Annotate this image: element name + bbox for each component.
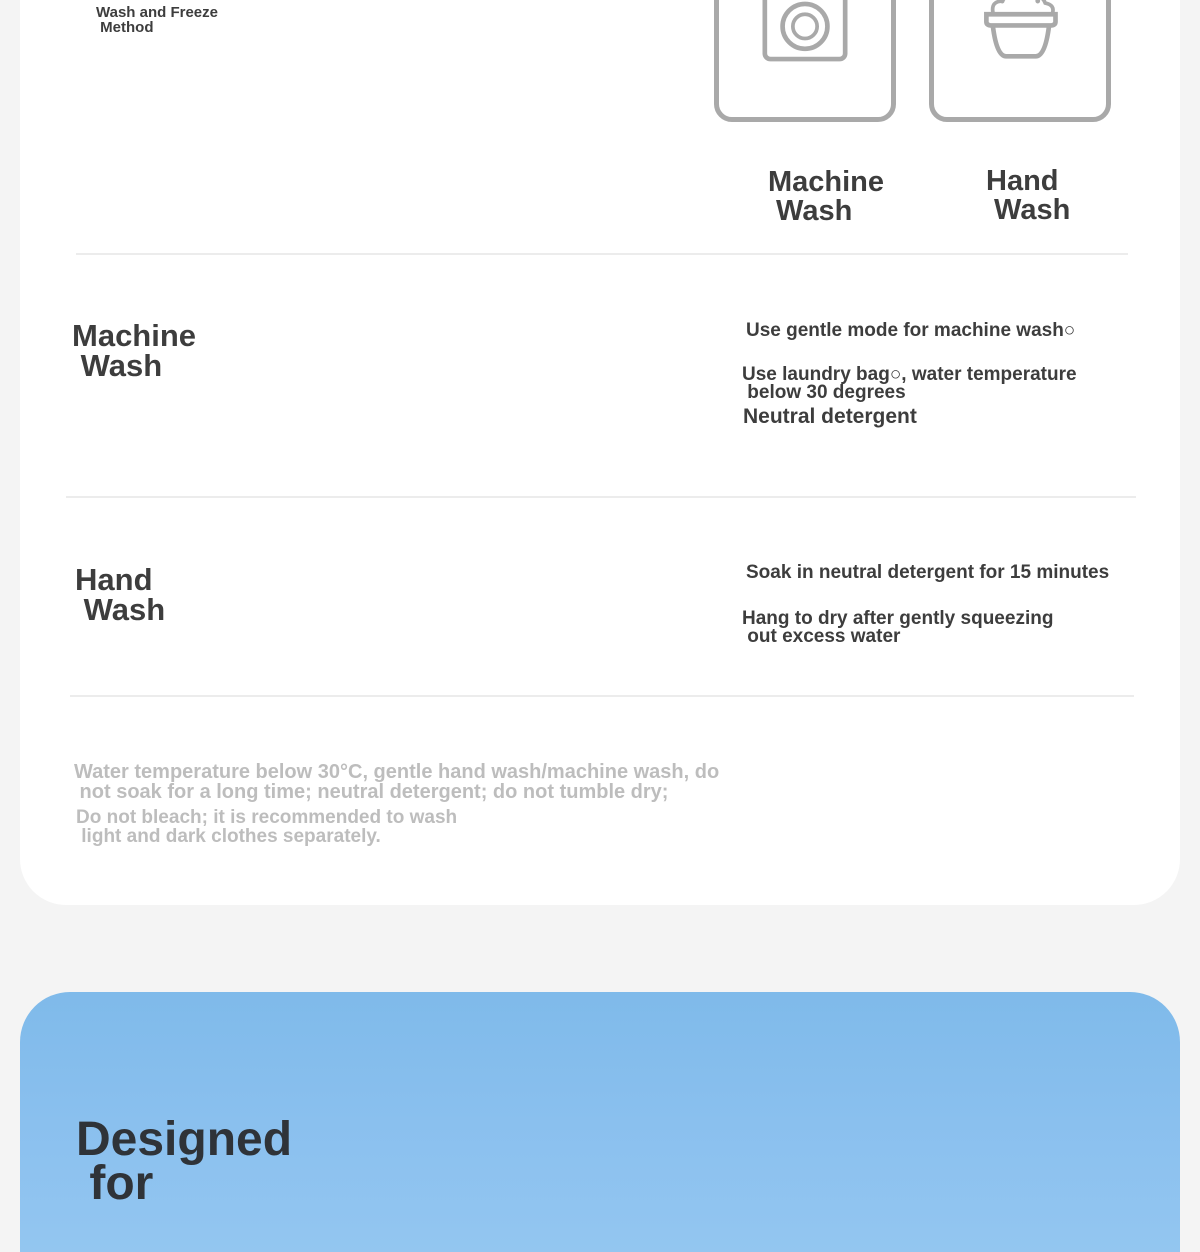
hand-wash-icon-label: Hand Wash — [986, 165, 1071, 226]
divider — [76, 253, 1128, 255]
machine-wash-title: Machine Wash — [72, 318, 197, 383]
divider — [66, 496, 1136, 498]
machine-wash-item: Use gentle mode for machine wash○ — [746, 320, 1076, 341]
hand-wash-basin-icon — [929, 0, 1111, 122]
divider — [70, 695, 1134, 697]
hand-wash-item: Hang to dry after gently squeezing out excess water — [742, 608, 1054, 647]
banner-title: Designed for — [76, 1113, 293, 1210]
machine-wash-icon-label: Machine Wash — [768, 166, 885, 227]
machine-wash-item: Use laundry bag○, water temperature below 30 degrees — [742, 364, 1077, 403]
care-instructions-card — [20, 0, 1180, 905]
hand-wash-item: Soak in neutral detergent for 15 minutes — [746, 562, 1110, 583]
hand-wash-title: Hand Wash — [75, 562, 166, 627]
machine-wash-item: Neutral detergent — [743, 405, 917, 428]
care-note: Do not bleach; it is recommended to wash light and dark clothes separately. — [76, 807, 458, 847]
section-title: Wash and Freeze Method — [96, 4, 218, 36]
washing-machine-icon — [714, 0, 896, 122]
care-note: Water temperature below 30°C, gentle hand wash/machine wash, do not soak for a long time; neutral detergent; do not tumble dry; — [74, 761, 720, 803]
